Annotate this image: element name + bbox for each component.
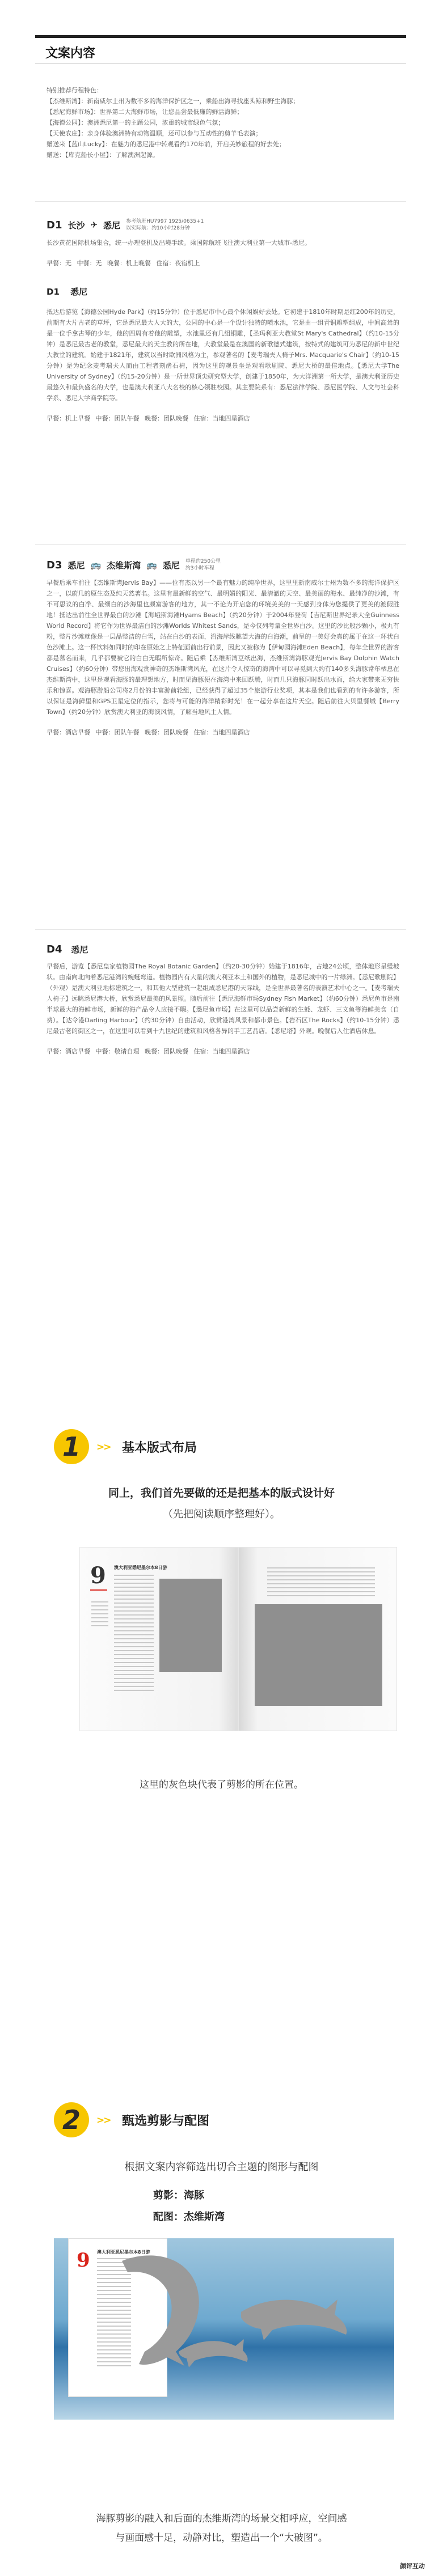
step-number: 2 — [62, 2105, 81, 2135]
day1b-meals: 早餐：机上早餐 中餐：团队午餐 晚餐：团队晚餐 住宿：当地四星酒店 — [47, 415, 250, 422]
step-badge — [54, 1429, 89, 1464]
double-arrow-icon: >> — [96, 2115, 111, 2126]
book-heading: 澳大利亚悉尼墨尔本8日游 — [114, 1565, 167, 1570]
section-line-1: 根据文案内容筛选出切合主题的图形与配图 — [124, 2161, 319, 2173]
day1-flight-info — [126, 218, 204, 232]
double-arrow-icon: >> — [96, 1442, 111, 1453]
dolphin-silhouettes — [54, 2238, 394, 2420]
step-badge — [54, 2102, 89, 2137]
day4-city: 悉尼 — [71, 945, 88, 955]
bus-icon: 🚌 — [90, 560, 102, 570]
dolphin-icon — [179, 2339, 248, 2367]
day3-dist-2: 约3小时车程 — [185, 566, 214, 571]
day1-flight-2: 以实际航：约10小时28分钟 — [126, 226, 190, 231]
day1-body: 长沙黄花国际机场集合，统一办理登机及出境手续。乘国际航班飞往澳大利亚第一大城市-悉尼。 — [47, 239, 311, 246]
book-heading: 澳大利亚悉尼墨尔本8日游 — [97, 2250, 150, 2255]
step-number: 1 — [62, 1431, 81, 1462]
silhouette-placeholder — [159, 1579, 222, 1672]
intro-line: 赠送：【库克船长小屋】：了解澳洲起源。 — [47, 151, 159, 159]
dolphin-icon — [241, 2299, 347, 2340]
section-caption-1: 海豚剪影的融入和后面的杰维斯湾的场景交相呼应，空间感 — [96, 2513, 347, 2524]
intro-line: 【天使农庄】：亲身体验澳洲特有动物温顺，还可以参与互动性的剪羊毛表演； — [47, 130, 262, 137]
divider — [35, 201, 406, 202]
section-title: 甄选剪影与配图 — [122, 2114, 210, 2128]
intro-line: 【悉尼海鲜市场】：世界第二大海鲜市场，让您品尝最低廉的鲜活海鲜； — [47, 108, 243, 116]
day3-block — [47, 558, 399, 737]
section-caption-2: 与画面感十足，动静对比，塑造出一个“大破图”。 — [115, 2532, 328, 2544]
day3-title — [47, 558, 399, 572]
day3-distance — [185, 558, 221, 572]
book-left-page — [79, 1547, 238, 1731]
bus-icon: 🚌 — [146, 560, 157, 570]
day4-block — [47, 943, 399, 1056]
book-right-page — [238, 1547, 397, 1731]
divider — [35, 544, 406, 545]
copy-heading — [35, 35, 406, 61]
day3-meals: 早餐：酒店早餐 中餐：团队午餐 晚餐：团队晚餐 住宿：当地四星酒店 — [47, 729, 250, 736]
book-page-number: 9 — [77, 2249, 90, 2272]
book-page-number: 9 — [90, 1562, 106, 1589]
day1b-city: 悉尼 — [70, 287, 88, 297]
section-caption: 这里的灰色块代表了剪影的所在位置。 — [140, 1779, 303, 1791]
day3-to: 悉尼 — [162, 560, 180, 571]
day3-dist-1: 单程约250公里 — [185, 559, 221, 564]
image-placeholder — [255, 1604, 382, 1706]
day1-label: D1 — [47, 219, 62, 231]
watermark-logo: 颜评互动 — [400, 2562, 425, 2570]
copy-content-section — [0, 0, 443, 1252]
day4-title — [47, 943, 399, 955]
layout-book-mockup — [79, 1547, 397, 1731]
red-accent-bar — [90, 1589, 107, 1591]
day1b-title — [47, 286, 399, 297]
intro-line: 【杰维斯湾】：新南威尔士州为数不多的海洋保护区之一，乘船出海寻找座头鲸和野生海豚； — [47, 97, 299, 105]
day1-meals: 早餐：无 中餐：无 晚餐：机上晚餐 住宿：夜宿机上 — [47, 260, 200, 267]
day1-title — [47, 218, 399, 232]
day4-body: 早餐后，游览【悉尼皇家植物园The Royal Botanic Garden】（约20-30分钟）始建于1816年，占地24公顷，整体地形呈缓坡状。由南向北向着悉尼港湾的蜿蜒弯道。植物园内有大量的澳大利亚本土和国外的植物，是悉尼城中的一片绿洲。【悉尼歌剧院】（外观）是澳大利亚地标建筑之一，和其他大型建筑一起组成悉尼港的天际线，是全世界最著名的表演艺术中心之一。【麦考瑞夫人椅子】远眺悉尼港大桥，欣赏悉尼最美的风景照。随后前往【悉尼海鲜市场Sydney Fish Market】（约60分钟）悉尼鱼市是南半球最大的海鲜市场，新鲜的海产品令人应接不暇。【悉尼鱼市场】在这里可以品尝新鲜的生蚝、龙虾、三文鱼等海鲜美食（自费）。【达令港Darling Harbour】（约30分钟）自由活动，欣赏港湾风景和都市景色。【岩石区The Rocks】（约10-15分钟）悉尼最古老的街区之一，在这里可以看到十九世纪的建筑和风格各异的手工艺品店。【悉尼塔】外观。晚餐后入住酒店休息。 — [47, 963, 399, 1035]
silhouette-label: 剪影：海豚 — [153, 2190, 204, 2201]
day1-block — [47, 218, 399, 423]
section-title: 基本版式布局 — [122, 1441, 197, 1455]
section-basic-layout — [0, 1252, 443, 1887]
day3-body: 早餐后乘车前往【杰维斯湾Jervis Bay】——位有杰以另一个最有魅力的纯净世界，这里里新南威尔士州为数不多的海洋保护区之一，以蔚几的原生态及纯天然著名。这里有最新鲜的空气、最明媚的阳光、最清澈的天空、最美丽的海水、最纯净的沙滩，有不可思议的白净、最细白的沙海里也颇富游客的地方，其一不论为开启您的环境美美的一天感到身体为您提供了更美的渡假胜地！抵达出前往全世界最白的沙滩【海峨斯海滩Hyams Beach】（约20分钟）于2004年登荷【吉尼斯世界纪录大全Guinness World Record】将它作为世界最洁白的沙滩Worlds Whitest Sands，是今仅列考量全世界白沙。这里的沙比般沙颗小，极丸有粉，整片沙滩就像是一层晶整洁的白雪，站在白沙的表面，沿海岸线眺望大海的白海潮，前呈的一美好会真的属于在这一环状白色沙滩上。这一杯饮料如同时的印在原始之上特征面前出行前景，因此又被称为【伊甸园海滩Eden Beach】，每年全世界的游客都是慕名而来，几乎都要被它的白白无暇所惊奇。随后乘【杰维斯湾豆纸出海，杰维斯湾海豚观光Jervis Bay Dolphin Watch Cruises】（约60分钟）带您出海观赏神奇的杰维斯湾风光，在这片令人惊奇的海湾中可以寻觅到大约有140多头海豚常年栖息在杰维斯湾中，这里是观看海豚的最理想地方，时而见海豚便在海湾中来回跃腾，时而几只海豚同时跃出水面，给大家带来无穷快乐和惊喜。观海豚游船公司将2月份的丰富游前轮组，已经获得了超过35个旅游行业奖项，其本是我们也看到的有许多游客，所以保证是海鲜里和GPS卫星定位的指示，您将与可能的海洋精彩时光！在一起分享在这片天空。随后前往大贝里餐城【Berry Town】（约20分钟）欣赏澳大利亚的海滨风情，了解当地风土人情。 — [47, 579, 399, 716]
book-side-lines — [91, 1601, 108, 1629]
day3-via: 杰维斯湾 — [107, 560, 141, 571]
airplane-icon: ✈ — [90, 220, 98, 230]
dolphin-book-mockup — [54, 2238, 394, 2420]
day1b-label: D1 — [47, 287, 60, 297]
day1-from: 长沙 — [67, 220, 85, 231]
image-label: 配图：杰维斯湾 — [153, 2211, 225, 2223]
book-text-lines — [267, 1567, 375, 1599]
day1b-body: 抵达后游览【海德公园Hyde Park】（约15分钟）位于悉尼市中心最个休闲娱好去处。它初建于1810年时期是红200年的历史，前期有大片古老的草坪，它是悉尼最大人大的大，公园的中心是一个设计独特的喷水池，它是由一组青铜雕塑组成，中间高耸的是一位手拿古琴的少年，他的四周有着他的雕塑，水池里还有几组铜雕，【圣玛利亚大教堂St Mary's Cathedral】（约10-15分钟）是悉尼最古老的教堂，悉尼最大的天主教的所在地，大教堂最是在澳国的新歌德式建筑，按特式的建筑可为悉尼的新中世纪大教堂的建筑。始建于1821年，建筑以当时欧洲风格为主，参观著名的【麦考瑞夫人椅子Mrs. Macquarie's Chair】（约10-15分钟）是为纪念麦考瑞夫人而由工程者刻凿石椅，因为这里的观景坐是观看歌剧院、悉尼大桥的最佳地点。【悉尼大学The University of Sydney】（约15-20分钟）是一所世界顶尖研究型大学，创建于1850年，为大洋洲第一所大学，是澳大利亚历史最悠久和最负盛名的大学，也是澳大利亚八大名校的核心领驻校园。其主要院系有：悉尼法律学院、悉尼医学院、人文与社会科学系、悉尼大学商学院等。 — [47, 308, 399, 402]
section-line-1: 同上，我们首先要做的还是把基本的版式设计好 — [108, 1487, 335, 1499]
day3-label: D3 — [47, 559, 62, 571]
day1-flight-1: 参考航班HU7997 1925/0635+1 — [126, 219, 204, 224]
intro-line: 【海德公园】：澳洲悉尼第一的主题公园，浓重的城市绿色气氛； — [47, 119, 225, 126]
copy-heading-title: 文案内容 — [45, 46, 96, 61]
book-text-lines — [114, 1575, 154, 1694]
day4-meals: 早餐：酒店早餐 中餐：敬请自理 晚餐：团队晚餐 住宿：当地四星酒店 — [47, 1048, 250, 1055]
day3-from: 悉尼 — [67, 560, 85, 571]
day4-label: D4 — [47, 943, 62, 955]
intro-list — [47, 85, 398, 160]
intro-line: 特别推荐行程特色： — [47, 87, 103, 94]
section-silhouette-image — [0, 1887, 443, 2576]
divider — [35, 929, 406, 930]
day1-to: 悉尼 — [103, 220, 121, 231]
intro-line: 赠送来【蓝山Lucky】：在魅力的悉尼港中转观看约170年前，开启美妙旅程的好去处； — [47, 141, 285, 148]
section-line-2: （先把阅读顺序整理好）。 — [163, 1508, 280, 1520]
